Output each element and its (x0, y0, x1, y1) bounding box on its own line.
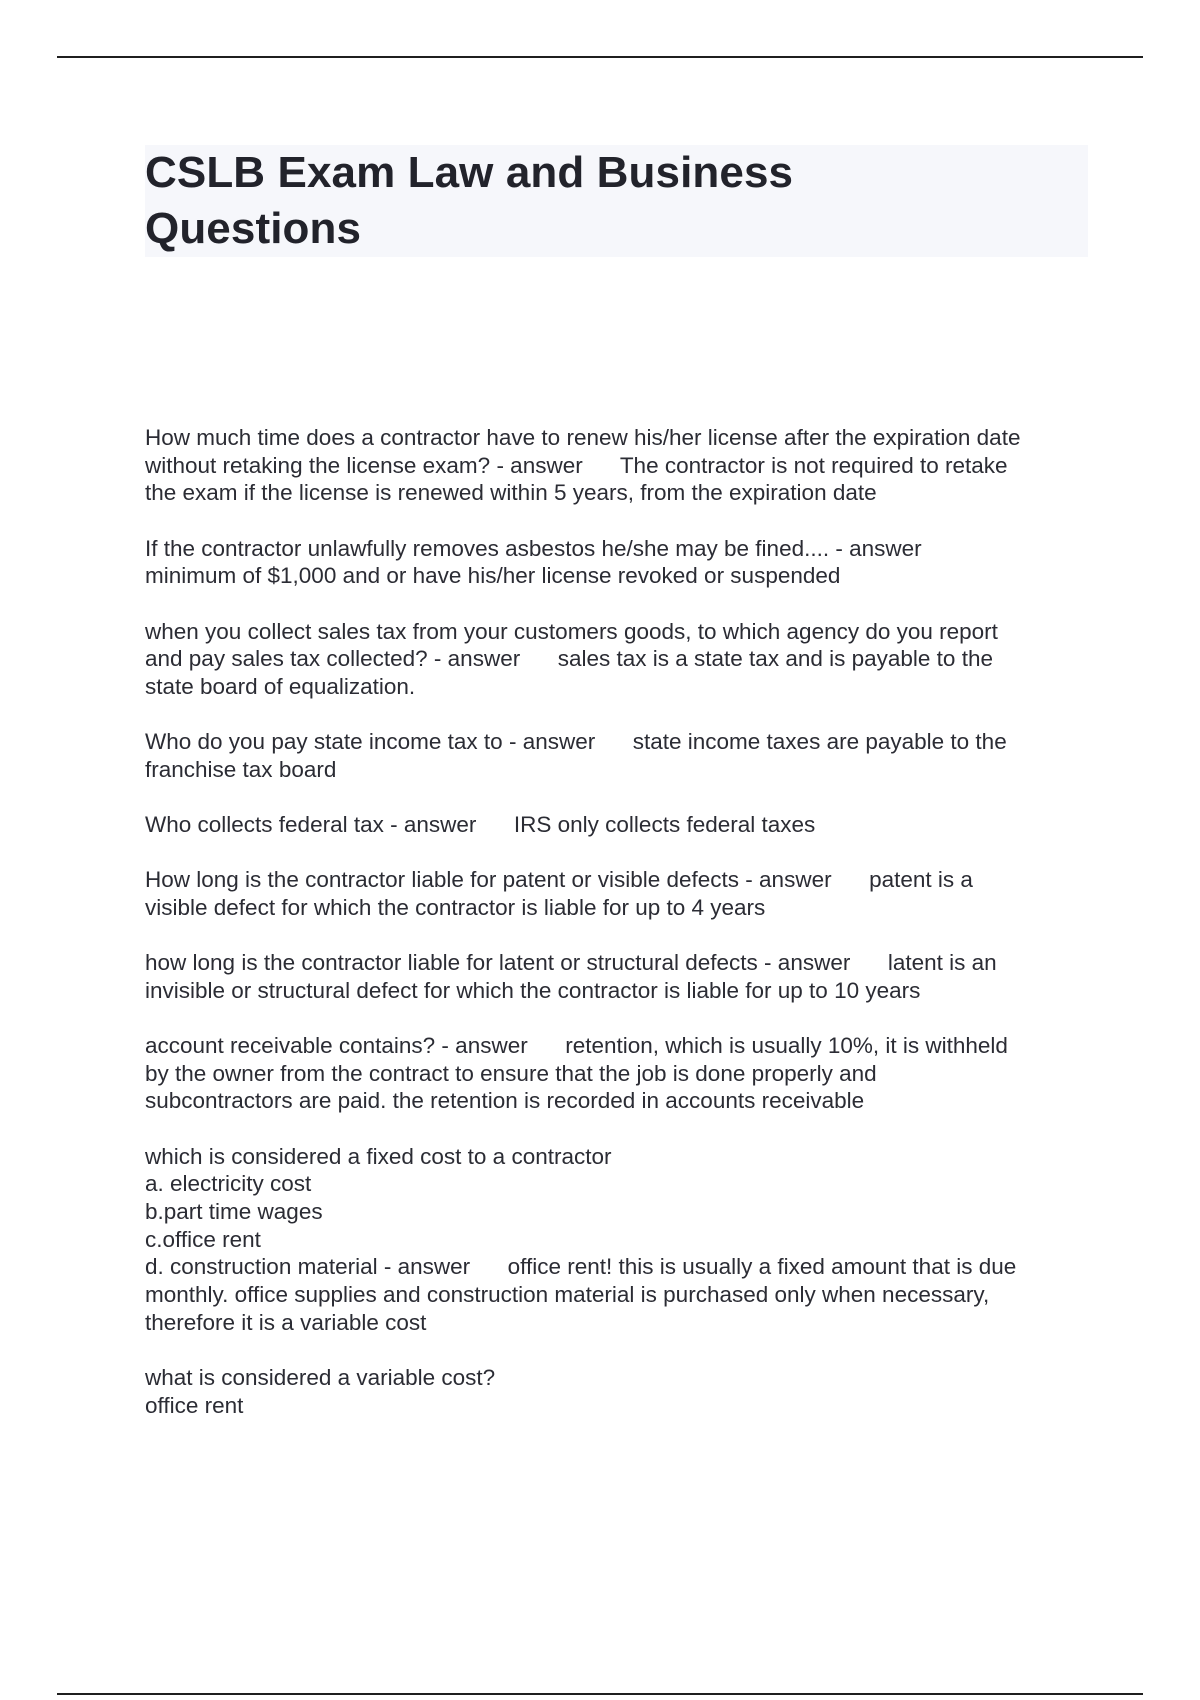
qa-item-2 (145, 535, 1090, 590)
title-line-1: CSLB Exam Law and Business (145, 148, 794, 197)
qa-line: d. construction material - answer office rent! this is usually a fixed amount that is due (145, 1254, 1017, 1280)
qa-line: account receivable contains? - answer retention, which is usually 10%, it is withheld (145, 1033, 1008, 1059)
qa-line: the exam if the license is renewed within 5 years, from the expiration date (145, 480, 877, 506)
qa-line: what is considered a variable cost? (145, 1365, 496, 1391)
qa-line: office rent (145, 1392, 244, 1418)
qa-line: visible defect for which the contractor is liable for up to 4 years (145, 894, 766, 920)
qa-line: How much time does a contractor have to renew his/her license after the expiration date (145, 425, 1021, 450)
qa-line: subcontractors are paid. the retention is recorded in accounts receivable (145, 1088, 865, 1114)
qa-line: therefore it is a variable cost (145, 1309, 427, 1335)
qa-item-4 (145, 728, 1090, 783)
title-line-2: Questions (145, 204, 362, 253)
qa-item-5 (145, 811, 1090, 839)
qa-line: when you collect sales tax from your customers goods, to which agency do you report (145, 618, 998, 644)
qa-line: b.part time wages (145, 1199, 323, 1225)
title-block (145, 145, 1088, 257)
qa-item-1 (145, 424, 1090, 507)
qa-line: without retaking the license exam? - answer The contractor is not required to retake (145, 452, 1008, 478)
qa-item-9 (145, 1143, 1090, 1337)
qa-line: Who do you pay state income tax to - answer state income taxes are payable to the (145, 729, 1007, 755)
qa-line: If the contractor unlawfully removes asbestos he/she may be fined.... - answer (145, 535, 922, 561)
qa-line: c.office rent (145, 1226, 261, 1252)
qa-item-10 (145, 1364, 1090, 1419)
qa-item-8 (145, 1032, 1090, 1115)
qa-line: Who collects federal tax - answer IRS only collects federal taxes (145, 812, 816, 838)
qa-list (145, 424, 1090, 1447)
qa-line: franchise tax board (145, 756, 337, 782)
qa-line: by the owner from the contract to ensure that the job is done properly and (145, 1060, 877, 1086)
qa-line: monthly. office supplies and construction material is purchased only when necessary, (145, 1282, 990, 1308)
qa-line: minimum of $1,000 and or have his/her license revoked or suspended (145, 563, 841, 589)
qa-line: invisible or structural defect for which the contractor is liable for up to 10 years (145, 977, 921, 1003)
qa-line: How long is the contractor liable for patent or visible defects - answer patent is a (145, 867, 973, 893)
qa-line: and pay sales tax collected? - answer sales tax is a state tax and is payable to the (145, 646, 993, 672)
bottom-rule (57, 1693, 1143, 1695)
qa-line: state board of equalization. (145, 673, 416, 699)
page-title (145, 145, 1088, 257)
qa-item-7 (145, 949, 1090, 1004)
qa-line: which is considered a fixed cost to a contractor (145, 1143, 612, 1169)
qa-item-3 (145, 618, 1090, 701)
qa-line: a. electricity cost (145, 1171, 312, 1197)
qa-line: how long is the contractor liable for latent or structural defects - answer latent is an (145, 950, 997, 976)
qa-item-6 (145, 866, 1090, 921)
top-rule (57, 56, 1143, 58)
